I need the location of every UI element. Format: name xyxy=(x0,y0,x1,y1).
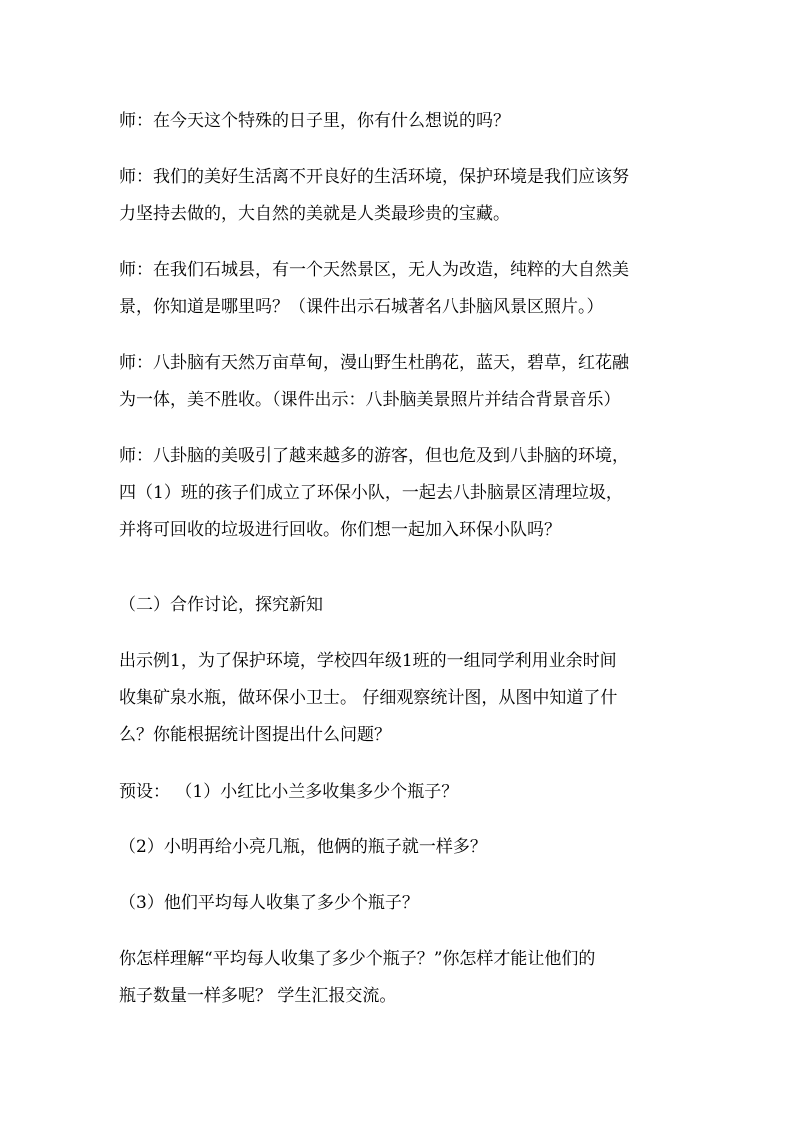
paragraph-understanding xyxy=(119,941,679,1015)
paragraph-scenic-area xyxy=(119,252,679,326)
text-line: 预设： （1）小红比小兰多收集多少个瓶子？ xyxy=(119,782,459,802)
text-line: 力坚持去做的，大自然的美就是人类最珍贵的宝藏。 xyxy=(119,204,510,224)
text-line: 师：我们的美好生活离不开良好的生活环境，保护环境是我们应该努 xyxy=(119,167,629,187)
paragraph-preset-1 xyxy=(119,774,679,811)
text-line: （2）小明再给小亮几瓶，他俩的瓶子就一样多？ xyxy=(119,837,487,857)
text-line: 么？你能根据统计图提出什么问题？ xyxy=(119,725,391,745)
text-line: 师：在我们石城县，有一个天然景区，无人为改造，纯粹的大自然美 xyxy=(119,260,629,280)
paragraph-preset-3 xyxy=(119,885,679,922)
text-line: 师：在今天这个特殊的日子里，你有什么想说的吗？ xyxy=(119,111,510,131)
text-line: 师：八卦脑有天然万亩草甸，漫山野生杜鹃花，蓝天，碧草，红花融 xyxy=(119,353,629,373)
text-line: 并将可回收的垃圾进行回收。你们想一起加入环保小队吗？ xyxy=(119,520,561,540)
paragraph-preset-2 xyxy=(119,829,679,866)
text-line: （二）合作讨论，探究新知 xyxy=(119,595,323,615)
text-line: 你怎样理解“平均每人收集了多少个瓶子？”你怎样才能让他们的 xyxy=(119,949,596,969)
text-line: 师：八卦脑的美吸引了越来越多的游客，但也危及到八卦脑的环境， xyxy=(119,446,629,466)
section-heading xyxy=(119,587,679,624)
text-line: （3）他们平均每人收集了多少个瓶子？ xyxy=(119,893,419,913)
text-line: 出示例1，为了保护环境，学校四年级1班的一组同学利用业余时间 xyxy=(119,651,617,671)
text-line: 收集矿泉水瓶，做环保小卫士。 仔细观察统计图，从图中知道了什 xyxy=(119,688,618,708)
paragraph-environment xyxy=(119,159,679,233)
text-line: 瓶子数量一样多呢？ 学生汇报交流。 xyxy=(119,986,397,1006)
paragraph-example-1 xyxy=(119,643,679,754)
text-line: 四（1）班的孩子们成立了环保小队，一起去八卦脑景区清理垃圾， xyxy=(119,483,623,503)
paragraph-teacher-question xyxy=(119,103,679,140)
text-line: 景，你知道是哪里吗？（课件出示石城著名八卦脑风景区照片。） xyxy=(119,297,604,317)
text-line: 为一体，美不胜收。（课件出示：八卦脑美景照片并结合背景音乐） xyxy=(119,390,621,410)
paragraph-eco-team xyxy=(119,438,679,549)
paragraph-bagua-beauty xyxy=(119,345,679,419)
